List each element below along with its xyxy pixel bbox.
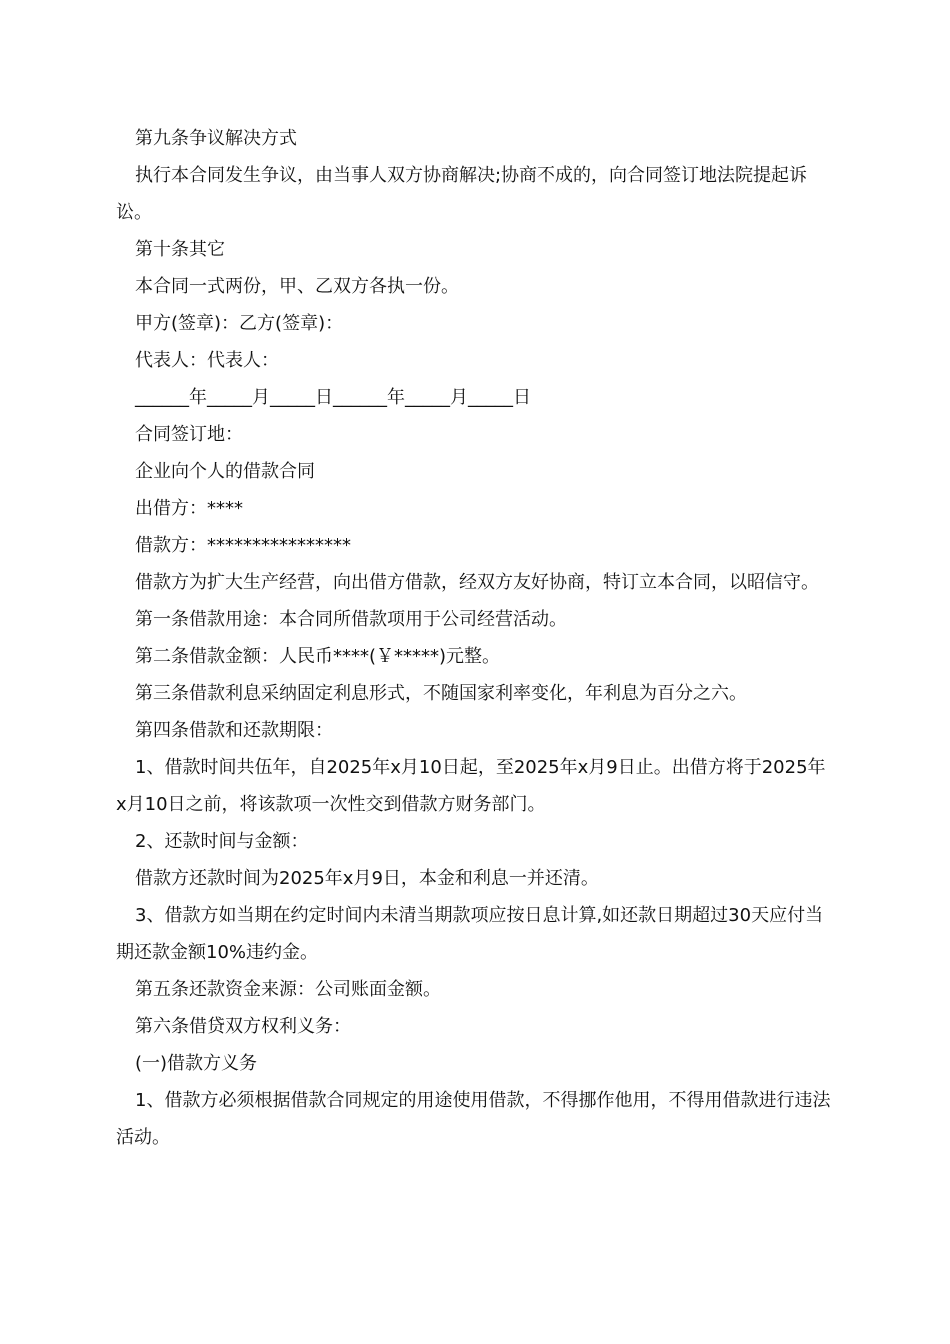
- article-2-amount: 第二条借款金额：人民币****(￥*****)元整。: [135, 646, 501, 667]
- section-heading-article-9: 第九条争议解决方式: [135, 128, 297, 149]
- article-5-source: 第五条还款资金来源：公司账面金额。: [135, 979, 441, 1000]
- article-4-item-1: 1、借款时间共伍年，自2025年x月10日起，至2025年x月9日止。出借方将于2025年x月10日之前，将该款项一次性交到借款方财务部门。: [116, 757, 826, 815]
- article-4-heading: 第四条借款和还款期限：: [135, 720, 333, 741]
- borrower-line: 借款方：****************: [135, 535, 351, 556]
- article-6-item-1: 1、借款方必须根据借款合同规定的用途使用借款，不得挪作他用，不得用借款进行违法活动。: [116, 1090, 831, 1148]
- signature-line-parties: 甲方(签章)：乙方(签章)：: [135, 313, 344, 334]
- document-body: [116, 120, 836, 1156]
- article-3-interest: 第三条借款利息采纳固定利息形式，不随国家利率变化，年利息为百分之六。: [135, 683, 747, 704]
- article-6-subheading-borrower: (一)借款方义务: [135, 1053, 258, 1074]
- article-4-repayment-time: 借款方还款时间为2025年x月9日，本金和利息一并还清。: [135, 868, 599, 889]
- article-1-purpose: 第一条借款用途：本合同所借款项用于公司经营活动。: [135, 609, 567, 630]
- article-4-item-2: 2、还款时间与金额：: [135, 831, 309, 852]
- paragraph-copies: 本合同一式两份，甲、乙双方各执一份。: [135, 276, 459, 297]
- signature-date-line: ______年_____月_____日______年_____月_____日: [135, 387, 531, 408]
- article-6-heading: 第六条借贷双方权利义务：: [135, 1016, 351, 1037]
- signature-line-representatives: 代表人：代表人：: [135, 350, 279, 371]
- paragraph-preamble: 借款方为扩大生产经营，向出借方借款，经双方友好协商，特订立本合同，以昭信守。: [135, 572, 819, 593]
- lender-line: 出借方：****: [135, 498, 243, 519]
- signing-place-line: 合同签订地：: [135, 424, 243, 445]
- article-4-item-3: 3、借款方如当期在约定时间内未清当期款项应按日息计算,如还款日期超过30天应付当期还款金额10%违约金。: [116, 905, 824, 963]
- section-heading-article-10: 第十条其它: [135, 239, 225, 260]
- paragraph-dispute-resolution: 执行本合同发生争议，由当事人双方协商解决;协商不成的，向合同签订地法院提起诉讼。: [116, 165, 808, 223]
- contract-title: 企业向个人的借款合同: [135, 461, 315, 482]
